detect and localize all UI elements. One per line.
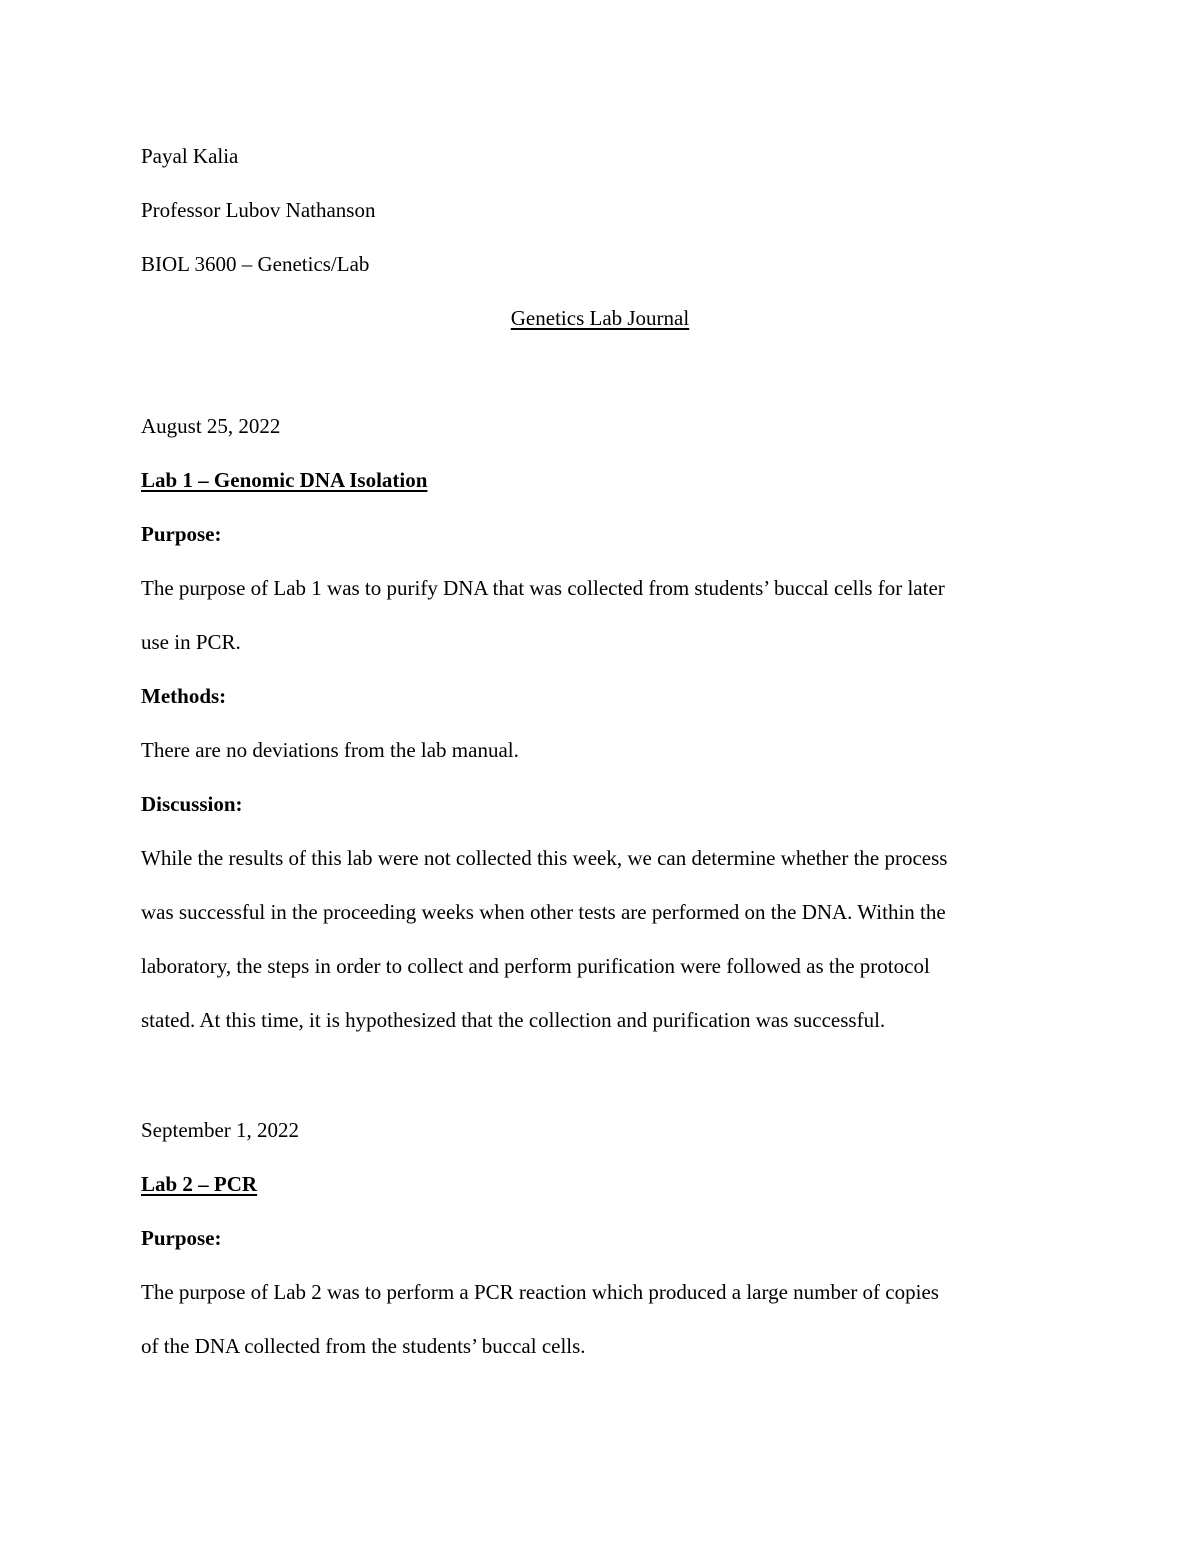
paragraph-line: The purpose of Lab 2 was to perform a PCR reaction which produced a large number of copies [141, 1280, 939, 1304]
entry-date: August 25, 2022 [141, 414, 281, 438]
section-heading-purpose: Purpose: [141, 522, 222, 546]
professor-name: Professor Lubov Nathanson [141, 198, 376, 222]
paragraph-line: The purpose of Lab 1 was to purify DNA that was collected from students’ buccal cells for later [141, 576, 945, 600]
paragraph-line: laboratory, the steps in order to collect and perform purification were followed as the protocol [141, 954, 930, 978]
lab-title: Lab 2 – PCR [141, 1172, 258, 1196]
paragraph-line: of the DNA collected from the students’ buccal cells. [141, 1334, 586, 1358]
paragraph-line: use in PCR. [141, 630, 241, 654]
lab-title: Lab 1 – Genomic DNA Isolation [141, 468, 428, 492]
section-heading-discussion: Discussion: [141, 792, 243, 816]
paragraph-line: was successful in the proceeding weeks when other tests are performed on the DNA. Within the [141, 900, 946, 924]
course-name: BIOL 3600 – Genetics/Lab [141, 252, 370, 276]
student-name: Payal Kalia [141, 144, 239, 168]
paragraph-line: While the results of this lab were not collected this week, we can determine whether the process [141, 846, 948, 870]
entry-date: September 1, 2022 [141, 1118, 300, 1142]
paragraph-line: stated. At this time, it is hypothesized that the collection and purification was successful. [141, 1008, 886, 1032]
document-title: Genetics Lab Journal [510, 306, 690, 330]
section-heading-methods: Methods: [141, 684, 227, 708]
section-heading-purpose: Purpose: [141, 1226, 222, 1250]
paragraph-line: There are no deviations from the lab manual. [141, 738, 519, 762]
